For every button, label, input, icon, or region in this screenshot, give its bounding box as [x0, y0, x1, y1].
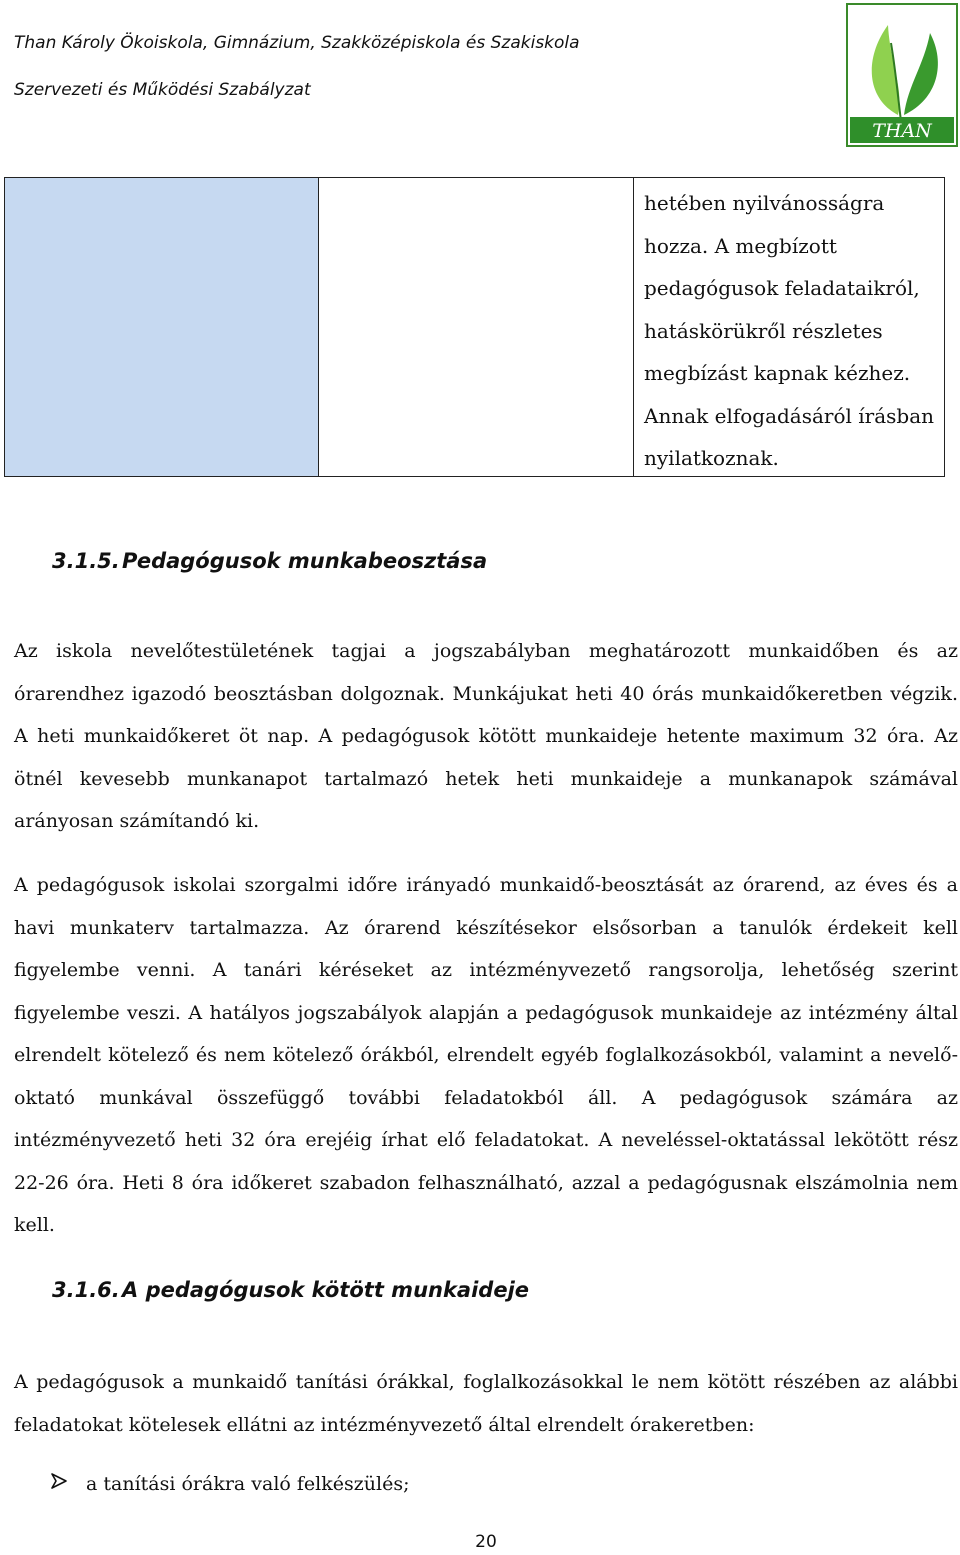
table-cell-shaded	[5, 178, 319, 476]
table-cell-empty	[319, 178, 634, 476]
list-item-text: a tanítási órákra való felkészülés;	[86, 1472, 410, 1495]
paragraph-timetable: A pedagógusok iskolai szorgalmi időre irányadó munkaidő-beosztását az órarend, az éves és a havi munkaterv tartalmazza. Az órarend készítésekor elsősorban a tanulók érdekeit kell figyelembe venni. A tanári kéréseket az intézményvezető rangsorolja, lehetőség szerint figyelembe veszi. A hatályos jogszabályok alapján a pedagógusok munkaideje az intézmény által elrendelt kötelező és nem kötelező órákból, elrendelt egyéb foglalkozásokból, valamint a nevelő-oktató munkával összefüggő további feladatokból áll. A pedagógusok számára az intézményvezető heti 32 óra erejéig írhat elő feladatokat. A neveléssel-oktatással lekötött rész 22-26 óra. Heti 8 óra időkeret szabadon felhasználható, azzal a pedagógusnak elszámolnia nem kell.	[14, 874, 958, 1236]
section-heading-315	[52, 549, 487, 573]
list-item	[50, 1472, 409, 1495]
page-number: 20	[475, 1532, 497, 1552]
than-logo	[846, 3, 958, 147]
header-document-title: Szervezeti és Működési Szabályzat	[14, 80, 311, 100]
table-cell-text	[634, 178, 944, 476]
table-line: hatáskörükről részletes	[644, 318, 883, 343]
section-title: Pedagógusok munkabeosztása	[122, 549, 488, 573]
arrow-bullet-icon	[50, 1472, 86, 1495]
table-continuation	[4, 177, 945, 477]
paragraph-work-schedule: Az iskola nevelőtestületének tagjai a jogszabályban meghatározott munkaidőben és az órarendhez igazodó beosztásban dolgoznak. Munkájukat heti 40 órás munkaidőkeretben végzik. A heti munkaidőkeret öt nap. A pedagógusok kötött munkaideje hetente maximum 32 óra. Az ötnél kevesebb munkanapot tartalmazó hetek heti munkaideje a munkanapok számával arányosan számítandó ki.	[14, 640, 958, 832]
table-line: pedagógusok feladataikról,	[644, 276, 920, 300]
section-heading-316	[52, 1278, 529, 1302]
section-number: 3.1.5.	[52, 549, 120, 573]
logo-text: THAN	[872, 120, 932, 142]
table-line: hetében nyilvánosságra	[644, 191, 885, 215]
table-line: megbízást kapnak kézhez.	[644, 361, 911, 385]
header-school-name: Than Károly Ökoiskola, Gimnázium, Szakközépiskola és Szakiskola	[14, 33, 580, 53]
section-title: A pedagógusok kötött munkaideje	[122, 1278, 530, 1302]
paragraph-bound-time: A pedagógusok a munkaidő tanítási órákkal, foglalkozásokkal le nem kötött részében az alábbi feladatokat kötelesek ellátni az intézményvezető által elrendelt órakeretben:	[14, 1371, 958, 1436]
table-line: nyilatkoznak.	[644, 446, 779, 470]
section-number: 3.1.6.	[52, 1278, 120, 1302]
table-line: hozza. A megbízott	[644, 233, 837, 258]
table-line: Annak elfogadásáról írásban	[644, 403, 935, 428]
